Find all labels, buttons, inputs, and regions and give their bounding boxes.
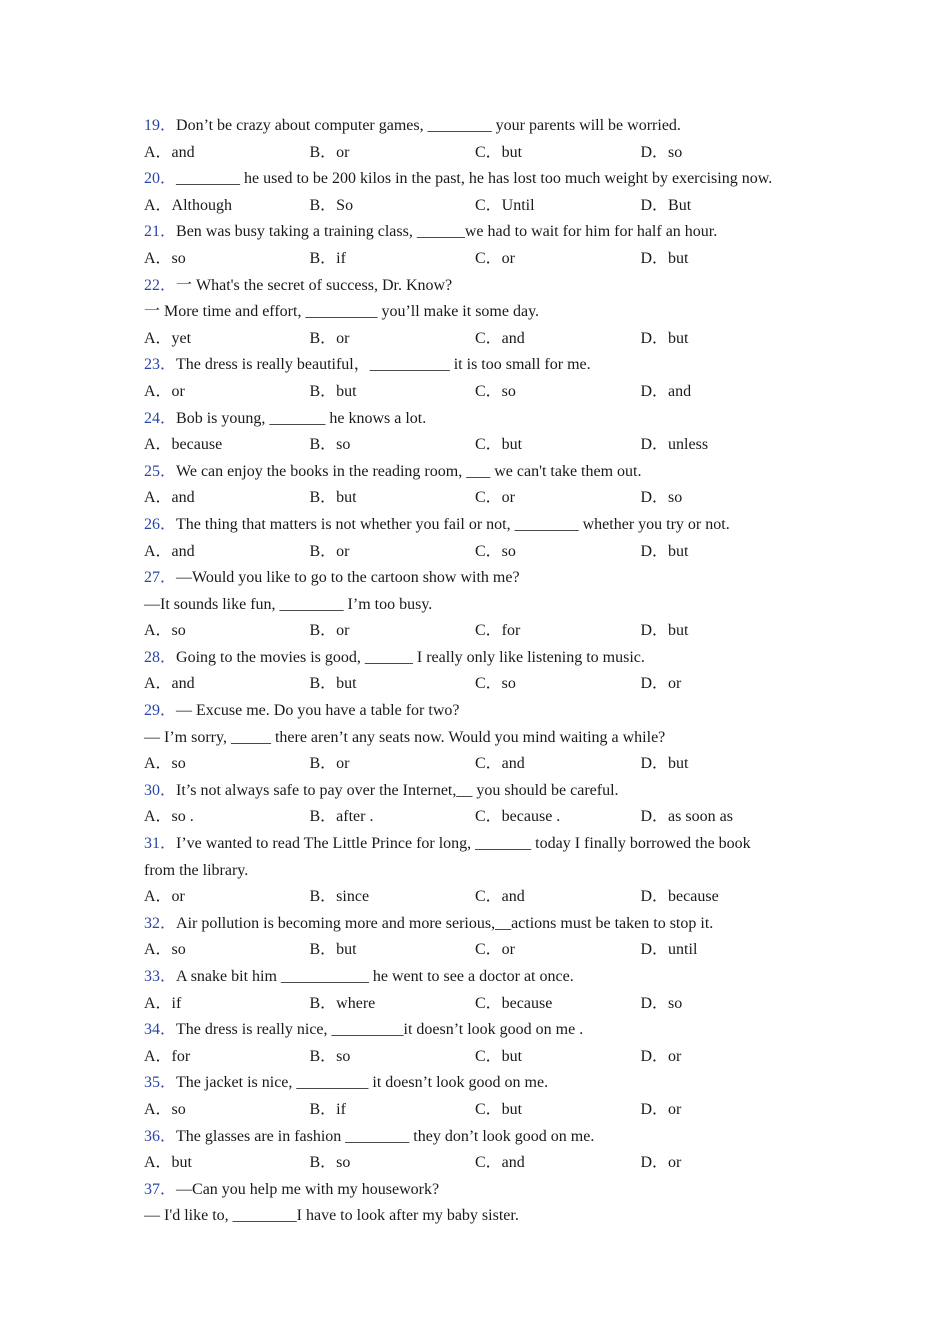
option-d[interactable]: D．but (640, 622, 689, 640)
question-25 (144, 459, 824, 512)
option-c[interactable]: C．and (475, 888, 525, 906)
question-23 (144, 352, 824, 405)
question-number: 34 (144, 1021, 160, 1039)
option-a[interactable]: A．and (144, 542, 195, 560)
question-29 (144, 698, 824, 778)
option-b[interactable]: B．since (309, 888, 370, 906)
option-d[interactable]: D．But (640, 196, 692, 214)
option-a[interactable]: A．Although (144, 196, 233, 214)
option-c[interactable]: C．or (475, 489, 516, 507)
question-stem: 30．It’s not always safe to pay over the Internet,__ you should be careful. (144, 781, 619, 799)
question-text: ________ he used to be 200 kilos in the past, he has lost too much weight by exercising now. (176, 170, 773, 188)
options-row (144, 884, 824, 911)
option-b[interactable]: B．or (309, 622, 350, 640)
option-c[interactable]: C．but (475, 436, 523, 454)
question-number: 24 (144, 409, 160, 427)
option-d[interactable]: D．but (640, 755, 689, 773)
question-text: I’ve wanted to read The Little Prince for long, _______ today I finally borrowed the book (176, 835, 751, 853)
question-text: We can enjoy the books in the reading room, ___ we can't take them out. (176, 462, 642, 480)
option-a[interactable]: A．because (144, 436, 223, 454)
option-a[interactable]: A．so (144, 622, 186, 640)
option-b[interactable]: B．so (309, 1154, 351, 1172)
question-text: Going to the movies is good, ______ I really only like listening to music. (176, 648, 645, 666)
question-31 (144, 831, 824, 911)
option-c[interactable]: C．but (475, 1100, 523, 1118)
question-stem: 36．The glasses are in fashion ________ they don’t look good on me. (144, 1127, 595, 1145)
option-a[interactable]: A．so . (144, 808, 194, 826)
options-row (144, 618, 824, 645)
options-row (144, 140, 824, 167)
question-stem: 35．The jacket is nice, _________ it doesn’t look good on me. (144, 1074, 549, 1092)
question-stem-continued (144, 299, 824, 326)
question-stem: 21．Ben was busy taking a training class, ______we had to wait for him for half an hour. (144, 223, 718, 241)
question-stem: 32．Air pollution is becoming more and more serious,__actions must be taken to stop it. (144, 914, 714, 932)
question-number: 27 (144, 569, 160, 587)
question-stem: 19．Don’t be crazy about computer games, ________ your parents will be worried. (144, 117, 681, 134)
question-stem: 26．The thing that matters is not whether you fail or not, ________ whether you try or not. (144, 515, 730, 533)
question-20 (144, 166, 824, 219)
options-row (144, 379, 824, 406)
question-text: A snake bit him ___________ he went to see a doctor at once. (176, 968, 574, 985)
question-37 (144, 1177, 824, 1230)
option-b[interactable]: B．but (309, 489, 357, 507)
question-35 (144, 1070, 824, 1123)
options-row (144, 751, 824, 778)
option-a[interactable]: A．so (144, 1100, 186, 1118)
option-d[interactable]: D．and (640, 382, 692, 400)
option-d[interactable]: D．or (640, 1100, 682, 1118)
question-text: Don’t be crazy about computer games, ________ your parents will be worried. (176, 117, 681, 134)
option-a[interactable]: A．so (144, 755, 186, 773)
question-stem: 29．— Excuse me. Do you have a table for two? (144, 702, 460, 720)
exercise-page (144, 113, 824, 1230)
question-22 (144, 273, 824, 353)
option-a[interactable]: A．so (144, 249, 186, 267)
option-d[interactable]: D．unless (640, 436, 709, 454)
option-d[interactable]: D．until (640, 941, 698, 959)
option-b[interactable]: B．or (309, 542, 350, 560)
question-text: The jacket is nice, _________ it doesn’t look good on me. (176, 1074, 549, 1092)
option-a[interactable]: A．or (144, 888, 185, 906)
question-stem: 33．A snake bit him ___________ he went to see a doctor at once. (144, 968, 574, 985)
question-stem: 22．一 What's the secret of success, Dr. Know? (144, 276, 453, 294)
option-b[interactable]: B．so (309, 436, 351, 454)
option-c[interactable]: C．because (475, 994, 553, 1012)
option-b[interactable]: B．or (309, 755, 350, 773)
question-number: 22 (144, 276, 160, 294)
option-d[interactable]: D．so (640, 994, 683, 1012)
option-b[interactable]: B．or (309, 143, 350, 161)
option-b[interactable]: B．so (309, 1047, 351, 1065)
option-d[interactable]: D．but (640, 329, 689, 347)
option-b[interactable]: B．So (309, 196, 354, 214)
question-stem: 37．—Can you help me with my housework? (144, 1180, 440, 1198)
option-c[interactable]: C．and (475, 755, 525, 773)
question-stem-continued (144, 725, 824, 752)
options-row (144, 193, 824, 220)
question-text: The dress is really nice, _________it doesn’t look good on me . (176, 1021, 584, 1039)
question-26 (144, 512, 824, 565)
options-row (144, 432, 824, 459)
question-32 (144, 911, 824, 964)
question-text: — I’m sorry, _____ there aren’t any seats now. Would you mind waiting a while? (144, 728, 666, 746)
option-c[interactable]: C．or (475, 941, 516, 959)
question-number: 33 (144, 968, 160, 985)
question-27 (144, 565, 824, 645)
option-a[interactable]: A．or (144, 382, 185, 400)
option-c[interactable]: C．but (475, 1047, 523, 1065)
question-text: 一 More time and effort, _________ you’ll make it some day. (144, 303, 540, 321)
options-row (144, 937, 824, 964)
question-number: 35 (144, 1074, 160, 1092)
question-text: The thing that matters is not whether you fail or not, ________ whether you try or not. (176, 515, 730, 533)
question-number: 32 (144, 914, 160, 932)
question-stem: 25．We can enjoy the books in the reading room, ___ we can't take them out. (144, 462, 642, 480)
option-b[interactable]: B．but (309, 941, 357, 959)
options-row (144, 1097, 824, 1124)
option-b[interactable]: B．but (309, 675, 357, 693)
question-stem-continued (144, 858, 824, 885)
question-28 (144, 645, 824, 698)
question-text: Bob is young, _______ he knows a lot. (176, 409, 427, 427)
option-c[interactable]: C．so (475, 675, 516, 693)
question-number: 21 (144, 223, 160, 241)
option-b[interactable]: B．where (309, 994, 376, 1012)
options-row (144, 671, 824, 698)
question-text: The glasses are in fashion ________ they don’t look good on me. (176, 1127, 595, 1145)
question-number: 37 (144, 1180, 160, 1198)
question-number: 30 (144, 781, 160, 799)
options-row (144, 539, 824, 566)
options-row (144, 1150, 824, 1177)
question-stem: 31．I’ve wanted to read The Little Prince for long, _______ today I finally borrowed the book (144, 835, 751, 853)
option-b[interactable]: B．after . (309, 808, 374, 826)
question-number: 23 (144, 356, 160, 374)
option-b[interactable]: B．if (309, 249, 346, 267)
options-row (144, 326, 824, 353)
option-c[interactable]: C．and (475, 1154, 525, 1172)
question-text: from the library. (144, 861, 249, 879)
option-c[interactable]: C．Until (475, 196, 535, 214)
question-stem: 20．________ he used to be 200 kilos in the past, he has lost too much weight by exercising now. (144, 170, 773, 188)
question-33 (144, 964, 824, 1017)
question-stem: 28．Going to the movies is good, ______ I really only like listening to music. (144, 648, 645, 666)
option-c[interactable]: C．and (475, 329, 525, 347)
option-a[interactable]: A．but (144, 1154, 193, 1172)
question-number: 31 (144, 835, 160, 853)
question-number: 20 (144, 170, 160, 188)
question-text: Ben was busy taking a training class, ______we had to wait for him for half an hour. (176, 223, 718, 241)
question-text: 一 What's the secret of success, Dr. Know? (176, 276, 453, 294)
option-a[interactable]: A．yet (144, 329, 192, 347)
question-text: It’s not always safe to pay over the Internet,__ you should be careful. (176, 781, 619, 799)
question-stem: 27．—Would you like to go to the cartoon show with me? (144, 569, 520, 587)
option-b[interactable]: B．or (309, 329, 350, 347)
question-number: 36 (144, 1127, 160, 1145)
question-number: 19 (144, 117, 160, 134)
question-text: The dress is really beautiful，__________ it is too small for me. (176, 356, 591, 374)
question-stem-continued (144, 592, 824, 619)
question-stem: 24．Bob is young, _______ he knows a lot. (144, 409, 427, 427)
options-row (144, 485, 824, 512)
question-19 (144, 113, 824, 166)
options-row (144, 246, 824, 273)
option-a[interactable]: A．for (144, 1047, 191, 1065)
option-d[interactable]: D．so (640, 489, 683, 507)
option-a[interactable]: A．if (144, 994, 182, 1012)
question-21 (144, 219, 824, 272)
options-row (144, 804, 824, 831)
question-number: 25 (144, 462, 160, 480)
option-c[interactable]: C．so (475, 382, 516, 400)
question-number: 28 (144, 648, 160, 666)
question-stem: 34．The dress is really nice, _________it doesn’t look good on me . (144, 1021, 584, 1039)
question-number: 26 (144, 515, 160, 533)
question-stem-continued (144, 1203, 824, 1230)
question-text: Air pollution is becoming more and more serious,__actions must be taken to stop it. (176, 914, 714, 932)
option-c[interactable]: C．but (475, 143, 523, 161)
option-d[interactable]: D．or (640, 1047, 682, 1065)
options-row (144, 991, 824, 1018)
option-d[interactable]: D．or (640, 675, 682, 693)
question-24 (144, 406, 824, 459)
question-text: —Would you like to go to the cartoon show with me? (176, 569, 520, 587)
option-c[interactable]: C．or (475, 249, 516, 267)
option-c[interactable]: C．because . (475, 808, 561, 826)
option-d[interactable]: D．or (640, 1154, 682, 1172)
question-number: 29 (144, 702, 160, 720)
option-d[interactable]: D．but (640, 542, 689, 560)
option-b[interactable]: B．if (309, 1100, 346, 1118)
option-d[interactable]: D．because (640, 888, 719, 906)
options-row (144, 1044, 824, 1071)
question-36 (144, 1124, 824, 1177)
option-a[interactable]: A．and (144, 143, 195, 161)
option-c[interactable]: C．for (475, 622, 521, 640)
question-text: — I'd like to, ________I have to look after my baby sister. (144, 1207, 519, 1225)
option-c[interactable]: C．so (475, 542, 516, 560)
option-a[interactable]: A．so (144, 941, 186, 959)
option-d[interactable]: D．so (640, 143, 683, 161)
option-b[interactable]: B．but (309, 382, 357, 400)
question-34 (144, 1017, 824, 1070)
question-stem: 23．The dress is really beautiful，__________ it is too small for me. (144, 356, 591, 374)
question-text: — Excuse me. Do you have a table for two? (176, 702, 460, 720)
option-d[interactable]: D．as soon as (640, 808, 733, 826)
question-30 (144, 778, 824, 831)
question-text: —It sounds like fun, ________ I’m too busy. (144, 595, 433, 613)
option-d[interactable]: D．but (640, 249, 689, 267)
option-a[interactable]: A．and (144, 489, 195, 507)
question-text: —Can you help me with my housework? (176, 1180, 440, 1198)
option-a[interactable]: A．and (144, 675, 195, 693)
